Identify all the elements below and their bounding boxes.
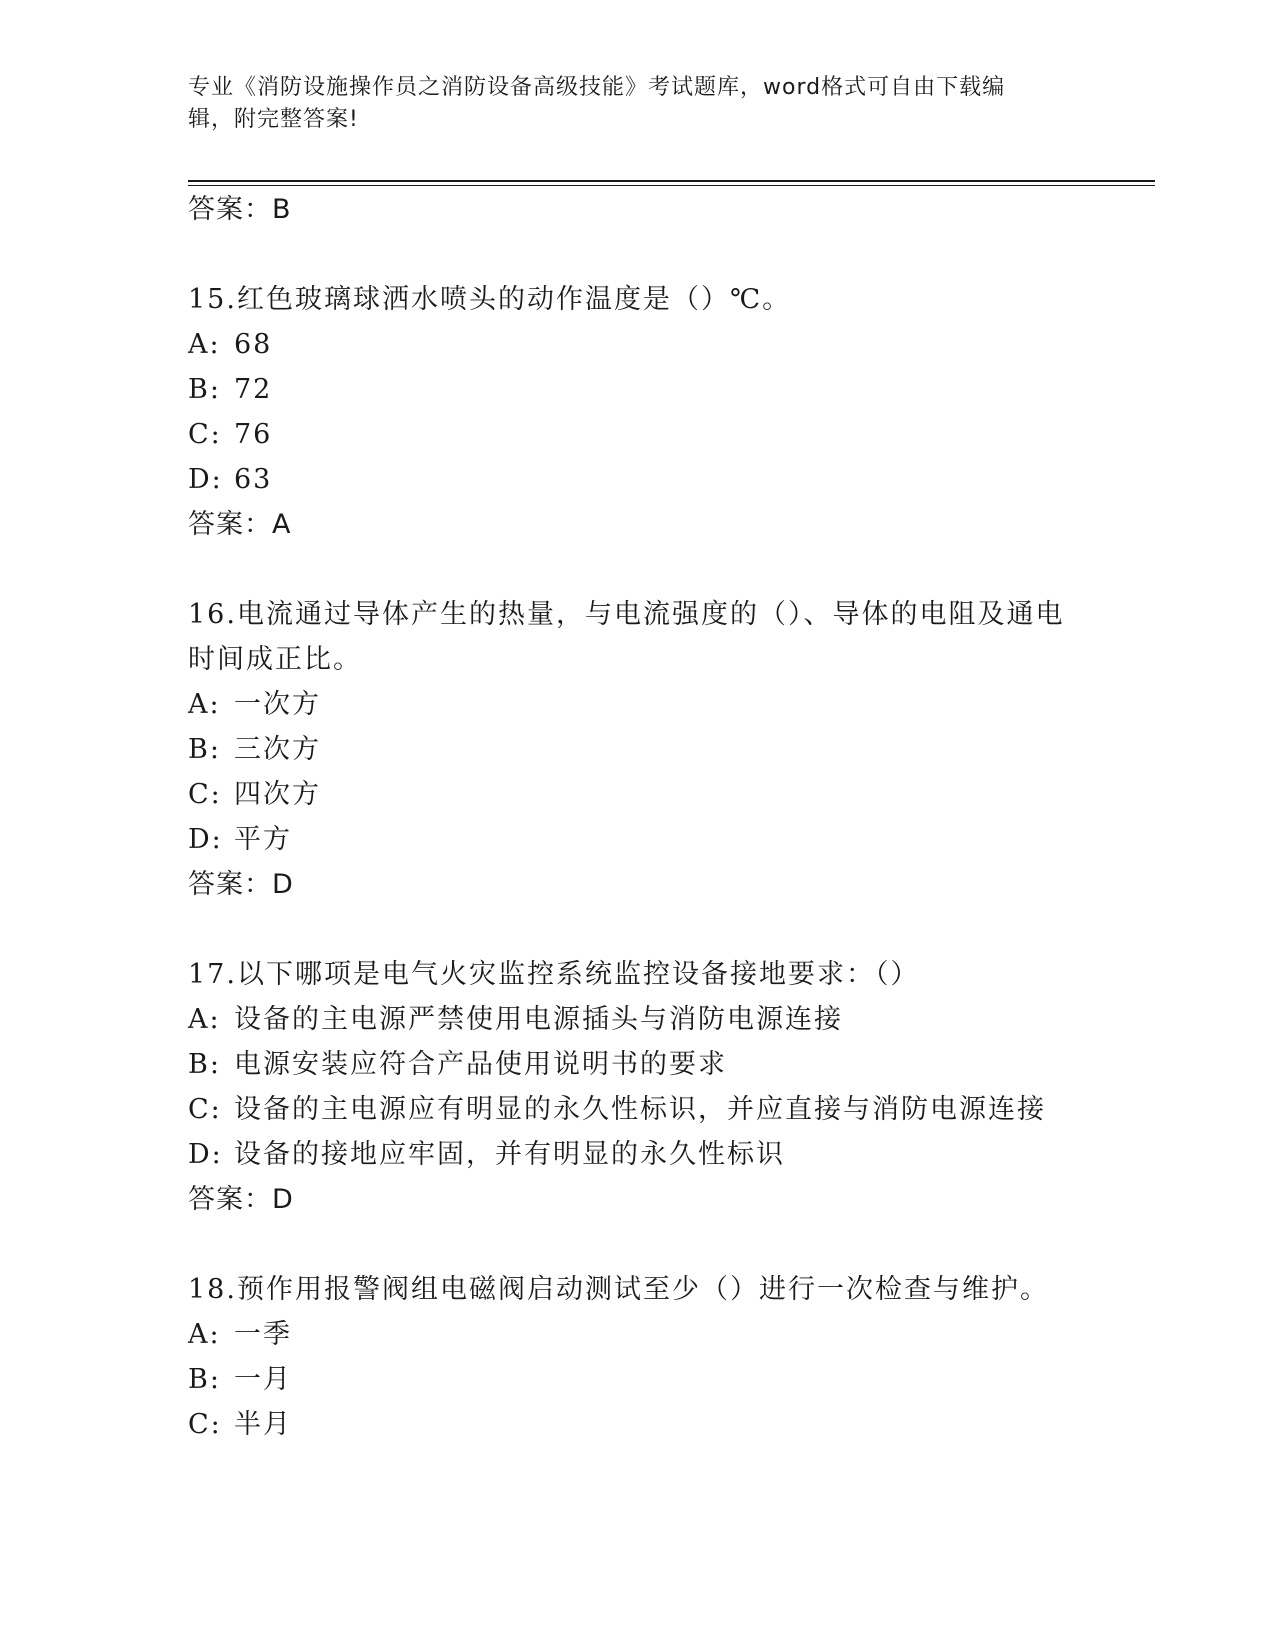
option-label: D: — [188, 824, 223, 855]
option-text: 三次方 — [234, 734, 321, 765]
answer-line: 答案：A — [188, 509, 292, 540]
option-line — [188, 372, 272, 408]
option-text: 设备的主电源严禁使用电源插头与消防电源连接 — [234, 1004, 843, 1035]
option-text: 半月 — [234, 1409, 292, 1440]
option-line — [188, 327, 272, 363]
option-text: 平方 — [234, 824, 292, 855]
option-text: 电源安装应符合产品使用说明书的要求 — [234, 1049, 727, 1080]
option-label: B: — [188, 1049, 221, 1080]
answer-line: 答案：D — [188, 1184, 294, 1215]
question-stem: 18.预作用报警阀组电磁阀启动测试至少（）进行一次检查与维护。 — [188, 1274, 1049, 1305]
answer-line: 答案：B — [188, 194, 292, 225]
option-label: B: — [188, 1364, 221, 1395]
option-label: A: — [188, 1319, 221, 1350]
option-line — [188, 417, 272, 453]
header-divider-thin — [188, 185, 1155, 186]
option-line — [188, 1047, 727, 1083]
option-line — [188, 462, 272, 498]
header-line-2: 辑，附完整答案! — [188, 107, 359, 132]
question-stem: 17.以下哪项是电气火灾监控系统监控设备接地要求：（） — [188, 959, 920, 990]
option-text: 设备的主电源应有明显的永久性标识，并应直接与消防电源连接 — [234, 1094, 1046, 1125]
option-label: B: — [188, 374, 221, 405]
option-line — [188, 1092, 1046, 1128]
answer-line: 答案：D — [188, 869, 294, 900]
option-label: A: — [188, 1004, 221, 1035]
option-line — [188, 1362, 292, 1398]
option-label: C: — [188, 1409, 222, 1440]
option-text: 76 — [234, 419, 273, 450]
option-line — [188, 1317, 292, 1353]
header-divider-thick — [188, 180, 1155, 182]
option-label: A: — [188, 689, 221, 720]
option-text: 72 — [234, 374, 273, 405]
option-label: A: — [188, 329, 221, 360]
option-text: 设备的接地应牢固，并有明显的永久性标识 — [234, 1139, 785, 1170]
option-text: 一次方 — [234, 689, 321, 720]
option-line — [188, 1002, 843, 1038]
option-label: C: — [188, 419, 222, 450]
header-line-1: 专业《消防设施操作员之消防设备高级技能》考试题库，word格式可自由下载编 — [188, 75, 1006, 100]
option-line — [188, 777, 321, 813]
option-line — [188, 822, 292, 858]
option-text: 四次方 — [234, 779, 321, 810]
option-label: B: — [188, 734, 221, 765]
option-text: 68 — [234, 329, 273, 360]
option-line — [188, 732, 321, 768]
option-label: C: — [188, 1094, 222, 1125]
option-line — [188, 687, 321, 723]
option-label: C: — [188, 779, 222, 810]
option-label: D: — [188, 464, 223, 495]
document-header — [188, 72, 1088, 136]
option-label: D: — [188, 1139, 223, 1170]
option-text: 一季 — [234, 1319, 292, 1350]
question-stem: 15.红色玻璃球洒水喷头的动作温度是（）℃。 — [188, 284, 792, 315]
question-stem: 16.电流通过导体产生的热量，与电流强度的（）、导体的电阻及通电 — [188, 599, 1065, 630]
option-text: 一月 — [234, 1364, 292, 1395]
option-line — [188, 1407, 292, 1443]
question-stem-continued: 时间成正比。 — [188, 644, 362, 675]
option-line — [188, 1137, 785, 1173]
option-text: 63 — [234, 464, 273, 495]
